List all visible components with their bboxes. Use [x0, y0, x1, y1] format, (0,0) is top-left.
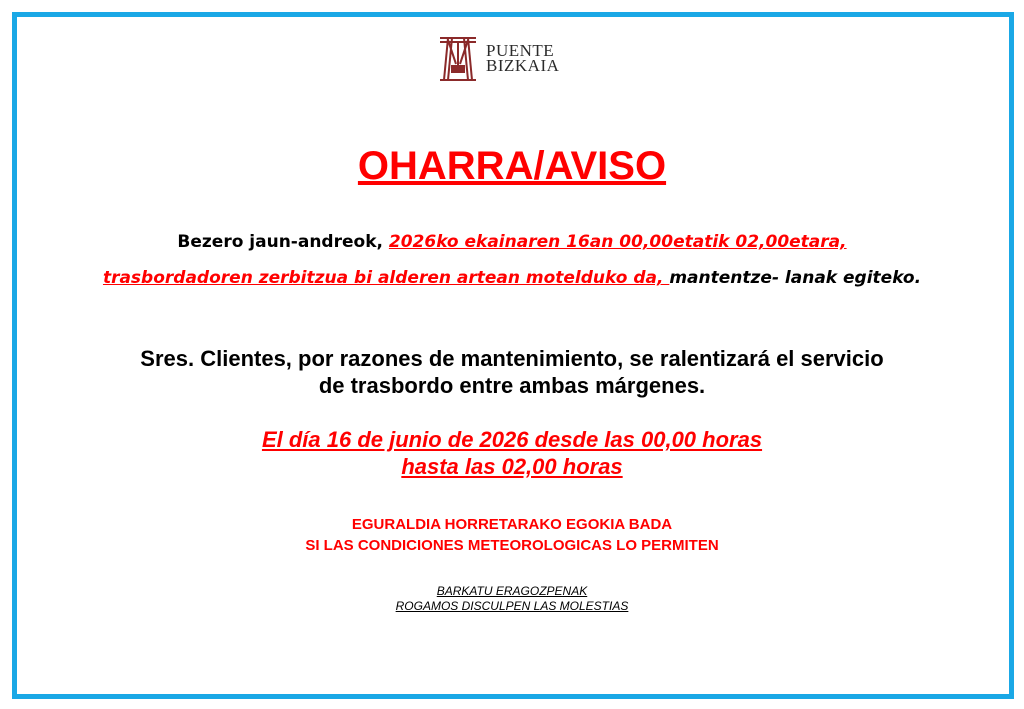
bridge-icon	[434, 30, 482, 86]
logo-line-2: BIZKAIA	[486, 56, 560, 75]
spanish-line-2: de trasbordo entre ambas márgenes.	[318, 373, 706, 398]
date-line-2: hasta las 02,00 horas	[401, 454, 623, 479]
spanish-paragraph	[70, 345, 954, 399]
logo-line-1: PUENTE	[486, 41, 555, 60]
apology	[0, 584, 1024, 614]
basque-intro: Bezero jaun-andreok,	[177, 232, 389, 252]
basque-highlight-date: 2026ko ekainaren 16an 00,00etatik 02,00etara,	[388, 232, 847, 252]
weather-line-1: EGURALDIA HORRETARAKO EGOKIA BADA	[351, 516, 673, 533]
weather-condition	[0, 514, 1024, 556]
date-line-1: El día 16 de junio de 2026 desde las 00,00 horas	[261, 427, 763, 452]
spanish-line-1: Sres. Clientes, por razones de mantenimiento, se ralentizará el servicio	[140, 346, 884, 371]
notice-title: OHARRA/AVISO	[357, 144, 667, 188]
apology-line-1: BARKATU ERAGOZPENAK	[436, 584, 588, 598]
logo-text	[486, 43, 559, 73]
apology-line-2: ROGAMOS DISCULPEN LAS MOLESTIAS	[395, 599, 629, 613]
weather-line-2: SI LAS CONDICIONES METEOROLOGICAS LO PERMITEN	[305, 537, 719, 554]
date-notice	[0, 426, 1024, 480]
basque-highlight-service: trasbordadoren zerbitzua bi alderen artean motelduko da,	[102, 268, 670, 288]
basque-paragraph	[80, 224, 944, 296]
basque-rest: mantentze- lanak egiteko.	[669, 268, 922, 288]
puente-bizkaia-logo	[434, 30, 559, 86]
